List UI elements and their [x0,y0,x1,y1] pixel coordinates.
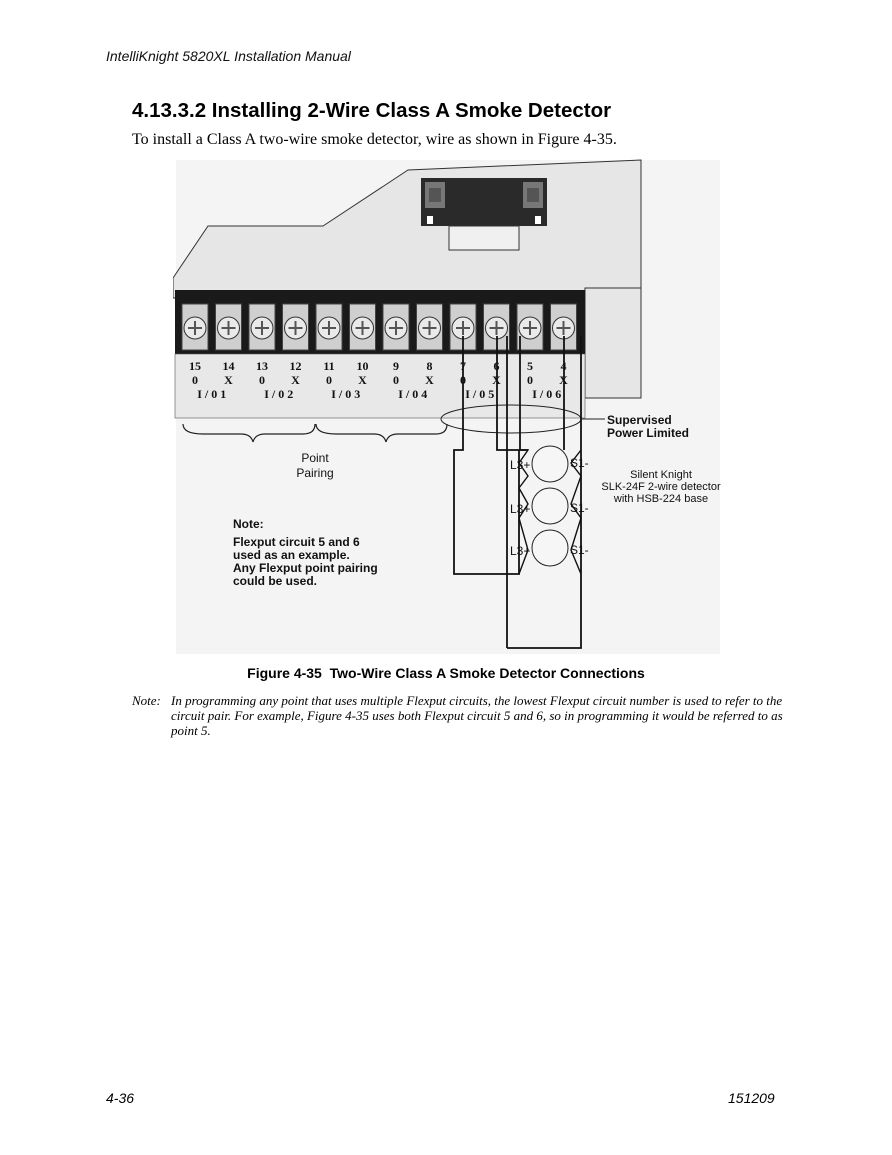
l3-label-1: L3+ [510,458,531,472]
terminal-type: X [358,373,367,387]
note-text: In programming any point that uses multiple Flexput circuits, the lowest Flexput circuit number is used to refer to the circuit pair. For example, Figure 4-35 uses both Flexput circuit 5 and 6, so in programming it would be referred to as point 5. [171,693,783,738]
terminal-number: 10 [356,359,369,373]
terminal-type: X [559,373,568,387]
terminal-number: 8 [426,359,433,373]
terminal-number: 15 [189,359,201,373]
terminal-type: 0 [460,373,466,387]
s1-label-2: S1- [570,501,589,515]
terminal-type: X [291,373,300,387]
io-label: I / 0 3 [331,387,361,401]
note-label: Note: [132,693,161,708]
s1-label-1: S1- [570,456,589,470]
point-label: Point [301,451,329,465]
note-heading: Note: [233,517,264,531]
terminal-type: X [492,373,501,387]
l3-label-3: L3+ [510,544,531,558]
terminal-number: 9 [393,359,399,373]
terminal-type: 0 [192,373,198,387]
wiring-diagram [173,158,723,658]
terminal-type: 0 [259,373,265,387]
note-line-4: could be used. [233,574,318,588]
io-label: I / 0 6 [532,387,562,401]
terminal-type: X [425,373,434,387]
page-number: 4-36 [106,1090,135,1106]
io-label: I / 0 4 [398,387,428,401]
terminal-type: 0 [393,373,399,387]
io-label: I / 0 5 [465,387,495,401]
terminal-number: 5 [527,359,533,373]
figure-caption: Figure 4-35 Two-Wire Class A Smoke Detector Connections [247,665,645,681]
detector-model-label: SLK-24F 2-wire detector [601,481,721,493]
l3-label-2: L3+ [510,502,531,516]
terminal-number: 14 [222,359,235,373]
terminal-type: 0 [527,373,533,387]
io-label: I / 0 1 [197,387,227,401]
document-number: 151209 [728,1090,775,1106]
note-line-2: used as an example. [233,548,350,562]
power-limited-label: Power Limited [607,426,690,440]
section-title: 4.13.3.2 Installing 2-Wire Class A Smoke Detector [132,99,612,122]
intro-paragraph: To install a Class A two-wire smoke detector, wire as shown in Figure 4-35. [132,131,617,148]
terminal-type: X [224,373,233,387]
s1-label-3: S1- [570,543,589,557]
terminal-number: 13 [256,359,268,373]
io-label: I / 0 2 [264,387,294,401]
detector-base-label: with HSB-224 base [613,493,709,505]
terminal-number: 4 [560,359,567,373]
running-header: IntelliKnight 5820XL Installation Manual [106,48,351,64]
note-line-3: Any Flexput point pairing [233,561,378,575]
detector-3 [532,530,568,566]
supervised-label: Supervised [607,413,672,427]
terminal-number: 12 [289,359,302,373]
note-line-1: Flexput circuit 5 and 6 [233,535,360,549]
terminal-number: 7 [460,359,466,373]
detector-1 [532,446,568,482]
pairing-label: Pairing [296,466,334,480]
terminal-type: 0 [326,373,332,387]
terminal-number: 6 [493,359,500,373]
detector-brand-label: Silent Knight [630,469,692,481]
detector-2 [532,488,568,524]
terminal-number: 11 [323,359,335,373]
